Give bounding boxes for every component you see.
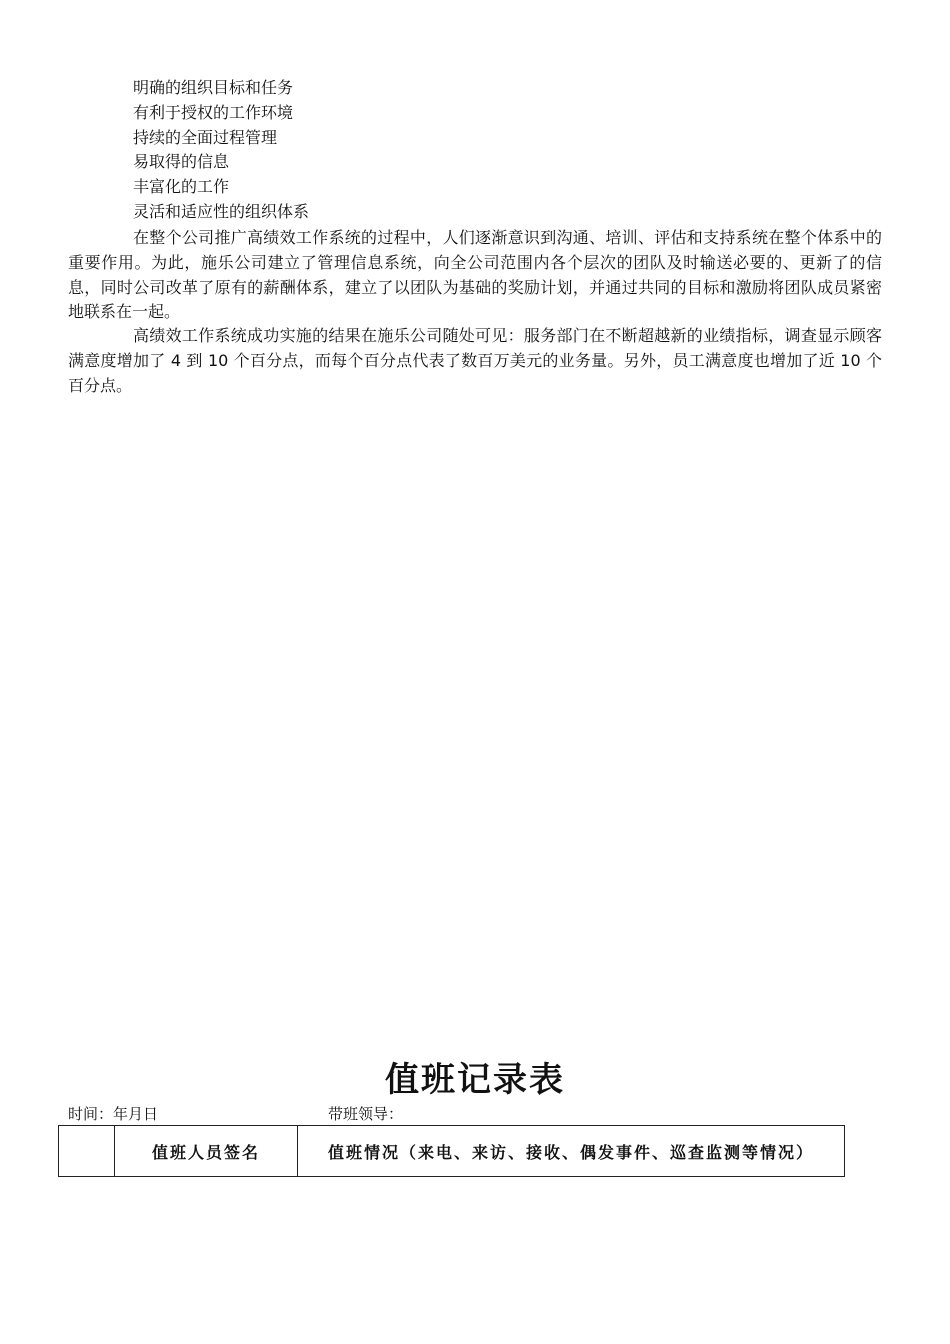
list-item: 丰富化的工作 (133, 177, 230, 197)
table-header-cell-index (59, 1126, 115, 1177)
paragraph-results: 高绩效工作系统成功实施的结果在施乐公司随处可见：服务部门在不断超越新的业绩指标，调查显示顾客满意度增加了 4 到 10 个百分点，而每个百分点代表了数百万美元的业务量。另外，员工满意度也增加了近 10 个百分点。 (68, 326, 882, 395)
paragraph-promotion: 在整个公司推广高绩效工作系统的过程中，人们逐渐意识到沟通、培训、评估和支持系统在整个体系中的重要作用。为此，施乐公司建立了管理信息系统，向全公司范围内各个层次的团队及时输送必要的、更新了的信息，同时公司改革了原有的薪酬体系，建立了以团队为基础的奖励计划，并通过共同的目标和激励将团队成员紧密地联系在一起。 (68, 228, 882, 322)
list-item: 有利于授权的工作环境 (133, 102, 294, 122)
table-header-cell-situation: 值班情况（来电、来访、接收、偶发事件、巡查监测等情况） (298, 1126, 845, 1177)
bullet-list (133, 76, 893, 225)
time-label: 时间：年月日 (68, 1105, 159, 1123)
list-item: 明确的组织目标和任务 (133, 78, 294, 97)
list-item: 灵活和适应性的组织体系 (133, 201, 310, 221)
leader-label: 带班领导： (328, 1105, 404, 1123)
list-item: 持续的全面过程管理 (133, 127, 278, 147)
duty-record-table (58, 1125, 845, 1177)
list-item: 易取得的信息 (133, 152, 230, 172)
form-title: 值班记录表 (385, 1060, 565, 1100)
table-header-cell-signature: 值班人员签名 (115, 1126, 298, 1177)
table-header-row (59, 1126, 845, 1177)
